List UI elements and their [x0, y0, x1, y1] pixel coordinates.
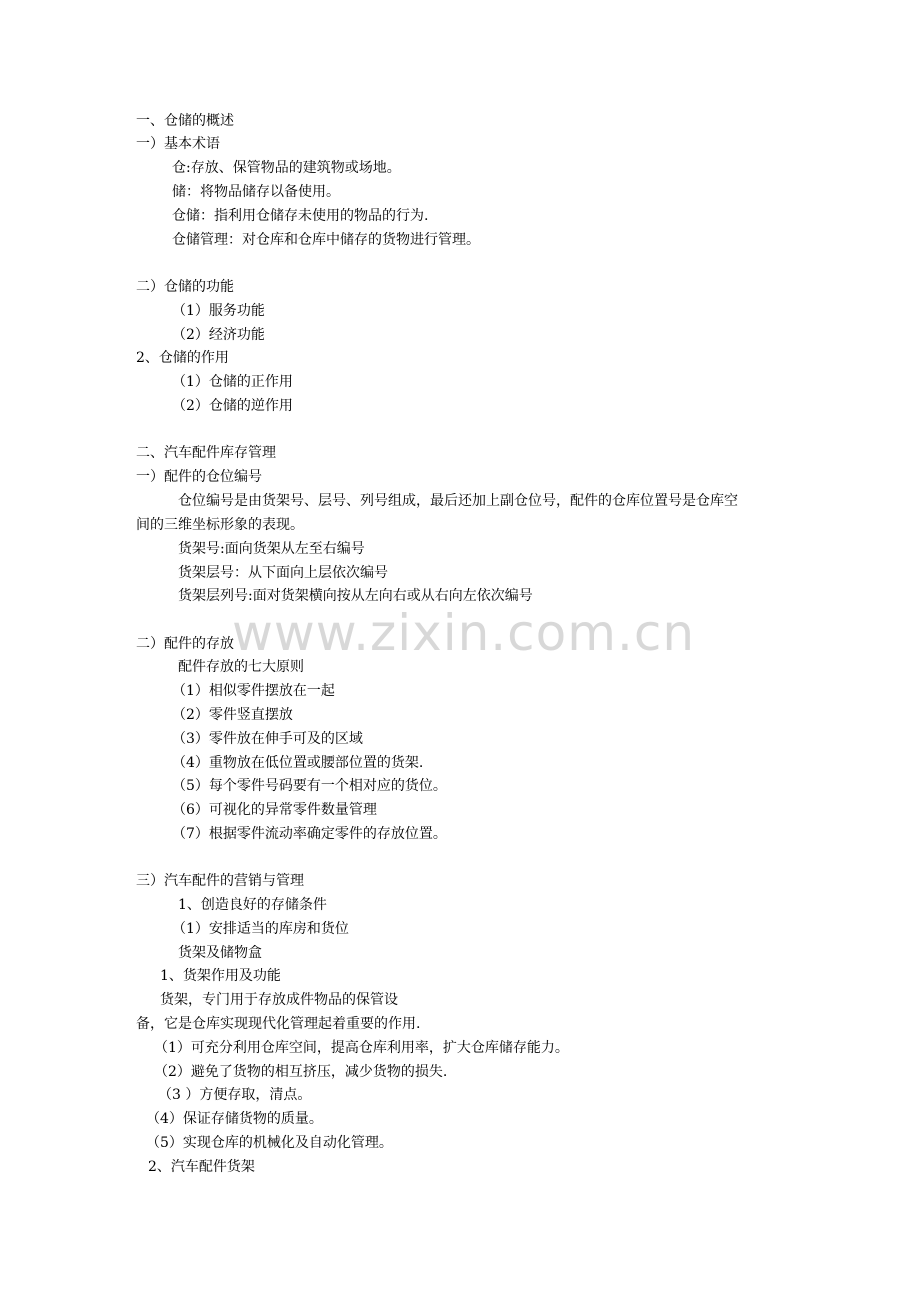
list-item: （6）可视化的异常零件数量管理 — [172, 802, 377, 818]
subsection-heading: 三）汽车配件的营销与管理 — [136, 873, 304, 889]
paragraph-line: 货架，专门用于存放成件物品的保管设 — [160, 992, 398, 1008]
list-item: （1）可充分利用仓库空间，提高仓库利用率，扩大仓库储存能力。 — [154, 1040, 569, 1056]
list-item: （1）仓储的正作用 — [172, 374, 293, 390]
watermark: www.zixin.com.cn — [232, 604, 696, 662]
text-line: 配件存放的七大原则 — [178, 659, 304, 675]
list-item: （5）每个零件号码要有一个相对应的货位。 — [172, 778, 447, 794]
subsection-heading: 二）仓储的功能 — [136, 279, 234, 295]
subsection-heading: 二）配件的存放 — [136, 636, 234, 652]
text-line: 2、汽车配件货架 — [148, 1159, 255, 1175]
list-item: （1）相似零件摆放在一起 — [172, 683, 335, 699]
list-item: （4）保证存储货物的质量。 — [146, 1111, 323, 1127]
paragraph-line: 间的三维坐标形象的表现。 — [136, 517, 304, 533]
subsection-heading: 一）配件的仓位编号 — [136, 469, 262, 485]
list-item: （3 ）方便存取，清点。 — [158, 1087, 312, 1103]
paragraph-line: 仓位编号是由货架号、层号、列号组成，最后还加上副仓位号，配件的仓库位置号是仓库空 — [178, 493, 738, 509]
text-line: 仓储：指利用仓储存未使用的物品的行为. — [172, 208, 429, 224]
list-item: （2）经济功能 — [172, 327, 265, 343]
list-item: （1）服务功能 — [172, 303, 265, 319]
text-line: 货架层号：从下面向上层依次编号 — [178, 565, 388, 581]
list-item: （5）实现仓库的机械化及自动化管理。 — [146, 1135, 393, 1151]
section-heading: 二、汽车配件库存管理 — [136, 445, 276, 461]
section-heading: 一、仓储的概述 — [136, 113, 234, 129]
paragraph-line: 备，它是仓库实现现代化管理起着重要的作用. — [136, 1016, 421, 1032]
text-line: 仓:存放、保管物品的建筑物或场地。 — [172, 160, 401, 176]
list-item: （2）仓储的逆作用 — [172, 398, 293, 414]
list-item: （7）根据零件流动率确定零件的存放位置。 — [172, 826, 447, 842]
list-item: （2）避免了货物的相互挤压，减少货物的损失. — [154, 1064, 448, 1080]
list-item: （4）重物放在低位置或腰部位置的货架. — [172, 755, 424, 771]
text-line: 仓储管理：对仓库和仓库中储存的货物进行管理。 — [172, 232, 480, 248]
subsection-heading: 2、仓储的作用 — [136, 350, 229, 366]
subsection-heading: 一）基本术语 — [136, 136, 220, 152]
text-line: 货架层列号:面对货架横向按从左向右或从右向左依次编号 — [178, 588, 533, 604]
list-item: （2）零件竖直摆放 — [172, 707, 293, 723]
list-item: （1）安排适当的库房和货位 — [172, 921, 349, 937]
text-line: 1、货架作用及功能 — [160, 968, 281, 984]
text-line: 货架及储物盒 — [178, 945, 262, 961]
list-item: （3）零件放在伸手可及的区域 — [172, 731, 363, 747]
text-line: 储：将物品储存以备使用。 — [172, 184, 340, 200]
text-line: 货架号:面向货架从左至右编号 — [178, 541, 365, 557]
text-line: 1、创造良好的存储条件 — [178, 897, 327, 913]
